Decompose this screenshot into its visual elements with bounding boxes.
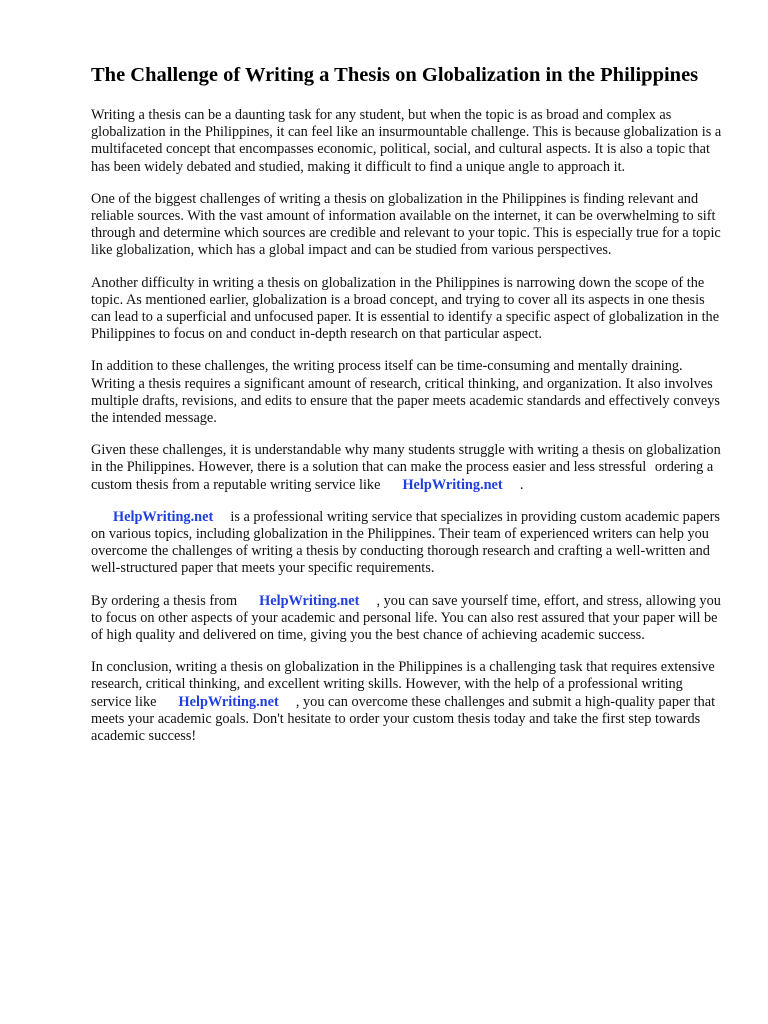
page-title: The Challenge of Writing a Thesis on Globalization in the Philippines xyxy=(91,64,699,86)
paragraph-solution-text-middle: ordering a custom thesis from a reputable writing service like xyxy=(91,459,714,493)
paragraph-ordering xyxy=(91,593,724,645)
paragraph-ordering-text-after: , you can save yourself time, effort, and stress, allowing you to focus on other aspects of your academic and personal life. You can also rest assured that your paper will be of high quality and delivered on time, giving you the best chance of achieving academic success. xyxy=(91,592,721,644)
paragraph-conclusion-text-before: In conclusion, writing a thesis on globalization in the Philippines is a challenging task that requires extensive research, critical thinking, and excellent writing skills. However, with the help of a professional writing service like xyxy=(91,659,715,710)
helpwriting-link-2[interactable]: HelpWriting.net xyxy=(113,508,214,525)
paragraph-ordering-text-before: By ordering a thesis from xyxy=(91,592,238,609)
helpwriting-link-1[interactable]: HelpWriting.net xyxy=(402,476,503,493)
helpwriting-link-3[interactable]: HelpWriting.net xyxy=(259,592,360,609)
paragraph-solution xyxy=(91,442,724,494)
paragraph-writing-process: In addition to these challenges, the writing process itself can be time-consuming and mentally draining. Writing a thesis requires a significant amount of research, critical thinking, and organization. It also involves multiple drafts, revisions, and edits to ensure that the paper meets academic standards and effectively conveys the intended message. xyxy=(91,358,720,427)
paragraph-service xyxy=(91,509,724,578)
paragraph-intro: Writing a thesis can be a daunting task for any student, but when the topic is as broad and complex as globalization in the Philippines, it can feel like an insurmountable challenge. This is because globalization is a multifaceted concept that encompasses economic, political, social, and cultural aspects. It is also a topic that has been widely debated and studied, making it difficult to find a unique angle to approach it. xyxy=(91,107,722,175)
paragraph-scope: Another difficulty in writing a thesis on globalization in the Philippines is narrowing down the scope of the topic. As mentioned earlier, globalization is a broad concept, and trying to cover all its aspects in one thesis can lead to a superficial and unfocused paper. It is essential to identify a specific aspect of globalization in the Philippines to focus on and conduct in-depth research on that particular aspect. xyxy=(91,274,720,343)
paragraph-solution-text-after: . xyxy=(519,476,524,493)
paragraph-sources: One of the biggest challenges of writing a thesis on globalization in the Philippines is finding relevant and reliable sources. With the vast amount of information available on the internet, it can be overwhelming to sift through and determine which sources are credible and relevant to your topic. This is especially true for a topic like globalization, which has a global impact and can be studied from various perspectives. xyxy=(91,190,721,259)
paragraph-solution-text-before: Given these challenges, it is understandable why many students struggle with writing a thesis on globalization in the Philippines. However, there is a solution that can make the process easier and less stressful xyxy=(91,442,721,476)
paragraph-service-text: is a professional writing service that specializes in providing custom academic papers on various topics, including globalization in the Philippines. Their team of experienced writers can help you overcome the challenges of writing a thesis by conducting thorough research and crafting a well-written and well-structured paper that meets your specific requirements. xyxy=(91,508,720,577)
paragraph-conclusion-text-after: , you can overcome these challenges and submit a high-quality paper that meets your academic goals. Don't hesitate to order your custom thesis today and take the first step towards academic success! xyxy=(91,693,716,745)
helpwriting-link-4[interactable]: HelpWriting.net xyxy=(178,693,279,710)
paragraph-conclusion xyxy=(91,659,724,745)
